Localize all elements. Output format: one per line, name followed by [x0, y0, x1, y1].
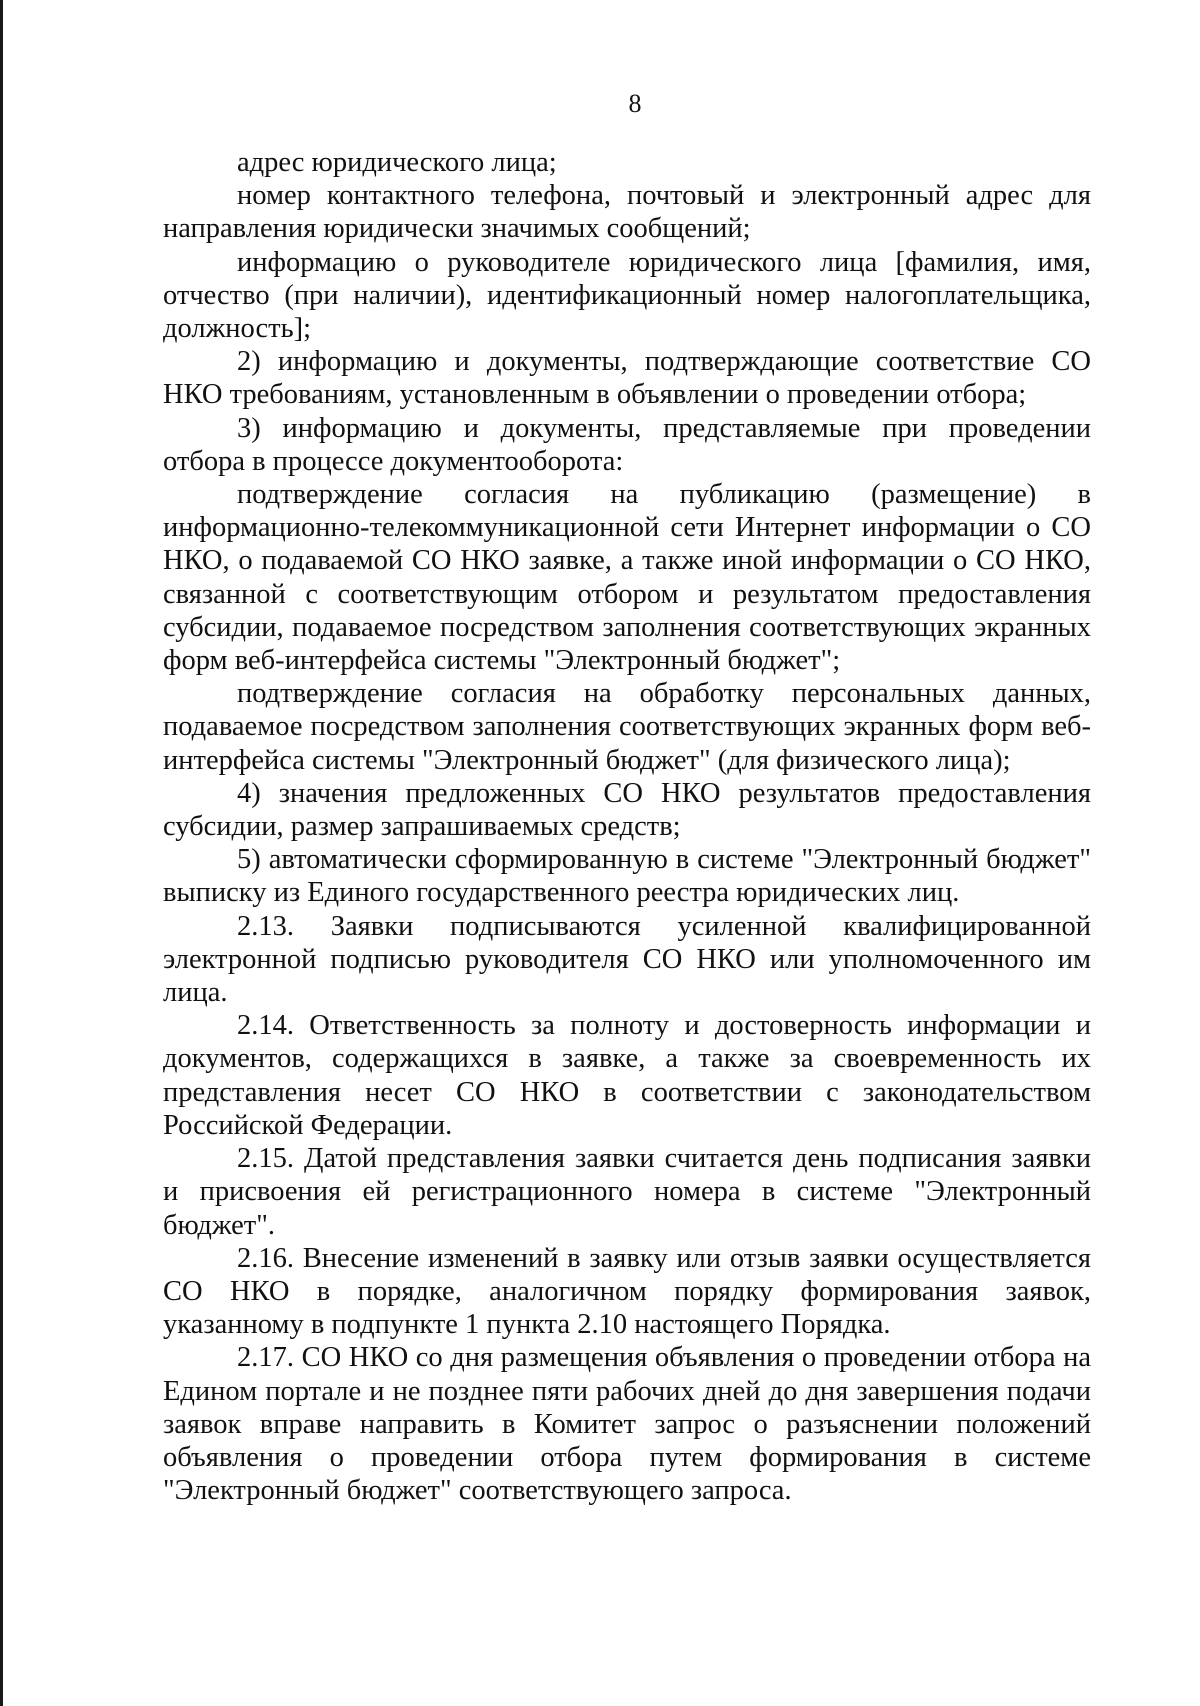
paragraph-item-2: 2) информацию и документы, подтверждающие соответствие СО НКО требованиям, установленным в объявлении о проведении отбора;: [163, 346, 1091, 411]
paragraph-publication-consent: подтверждение согласия на публикацию (размещение) в информационно-телекоммуникационной сети Интернет информации о СО НКО, о подаваемой СО НКО заявке, а также иной информации о СО НКО, связанной с соответствующим отбором и результатом предоставления субсидии, подаваемое посредством заполнения соответствующих экранных форм веб-интерфейса системы "Электронный бюджет";: [163, 479, 1091, 677]
paragraph-item-4: 4) значения предложенных СО НКО результатов предоставления субсидии, размер запрашиваемых средств;: [163, 777, 1091, 843]
paragraph-2-17: 2.17. СО НКО со дня размещения объявления о проведении отбора на Едином портале и не позднее пяти рабочих дней до дня завершения подачи заявок вправе направить в Комитет запрос о разъяснении положений объявления о проведении отбора путем формирования в системе "Электронный бюджет" соответствующего запроса.: [163, 1342, 1091, 1507]
paragraph-2-13: 2.13. Заявки подписываются усиленной квалифицированной электронной подписью руководителя СО НКО или уполномоченного им лица.: [163, 910, 1091, 1009]
page-number: 8: [628, 89, 642, 118]
paragraph-personal-data-consent: подтверждение согласия на обработку персональных данных, подаваемое посредством заполнения соответствующих экранных форм веб-интерфейса системы "Электронный бюджет" (для физического лица);: [163, 678, 1091, 776]
paragraph-2-16: 2.16. Внесение изменений в заявку или отзыв заявки осуществляется СО НКО в порядке, аналогичном порядку формирования заявок, указанному в подпункте 1 пункта 2.10 настоящего Порядка.: [163, 1242, 1091, 1341]
document-body: [163, 146, 1091, 1507]
scan-edge-divider: [0, 0, 3, 1706]
paragraph-director-info: информацию о руководителе юридического лица [фамилия, имя, отчество (при наличии), идентификационный номер налогоплательщика, должность];: [163, 246, 1091, 345]
paragraph-2-15: 2.15. Датой представления заявки считается день подписания заявки и присвоения ей регистрационного номера в системе "Электронный бюджет".: [163, 1143, 1091, 1241]
paragraph-item-5: 5) автоматически сформированную в системе "Электронный бюджет" выписку из Единого государственного реестра юридических лиц.: [163, 844, 1091, 909]
paragraph-item-3: 3) информацию и документы, представляемые при проведении отбора в процессе документооборота:: [163, 412, 1091, 477]
paragraph-2-14: 2.14. Ответственность за полноту и достоверность информации и документов, содержащихся в заявке, а также за своевременность их представления несет СО НКО в соответствии с законодательством Российской Федерации.: [163, 1010, 1091, 1141]
paragraph-legal-address: адрес юридического лица;: [237, 147, 557, 178]
paragraph-contact-phone: номер контактного телефона, почтовый и электронный адрес для направления юридически значимых сообщений;: [163, 180, 1091, 245]
